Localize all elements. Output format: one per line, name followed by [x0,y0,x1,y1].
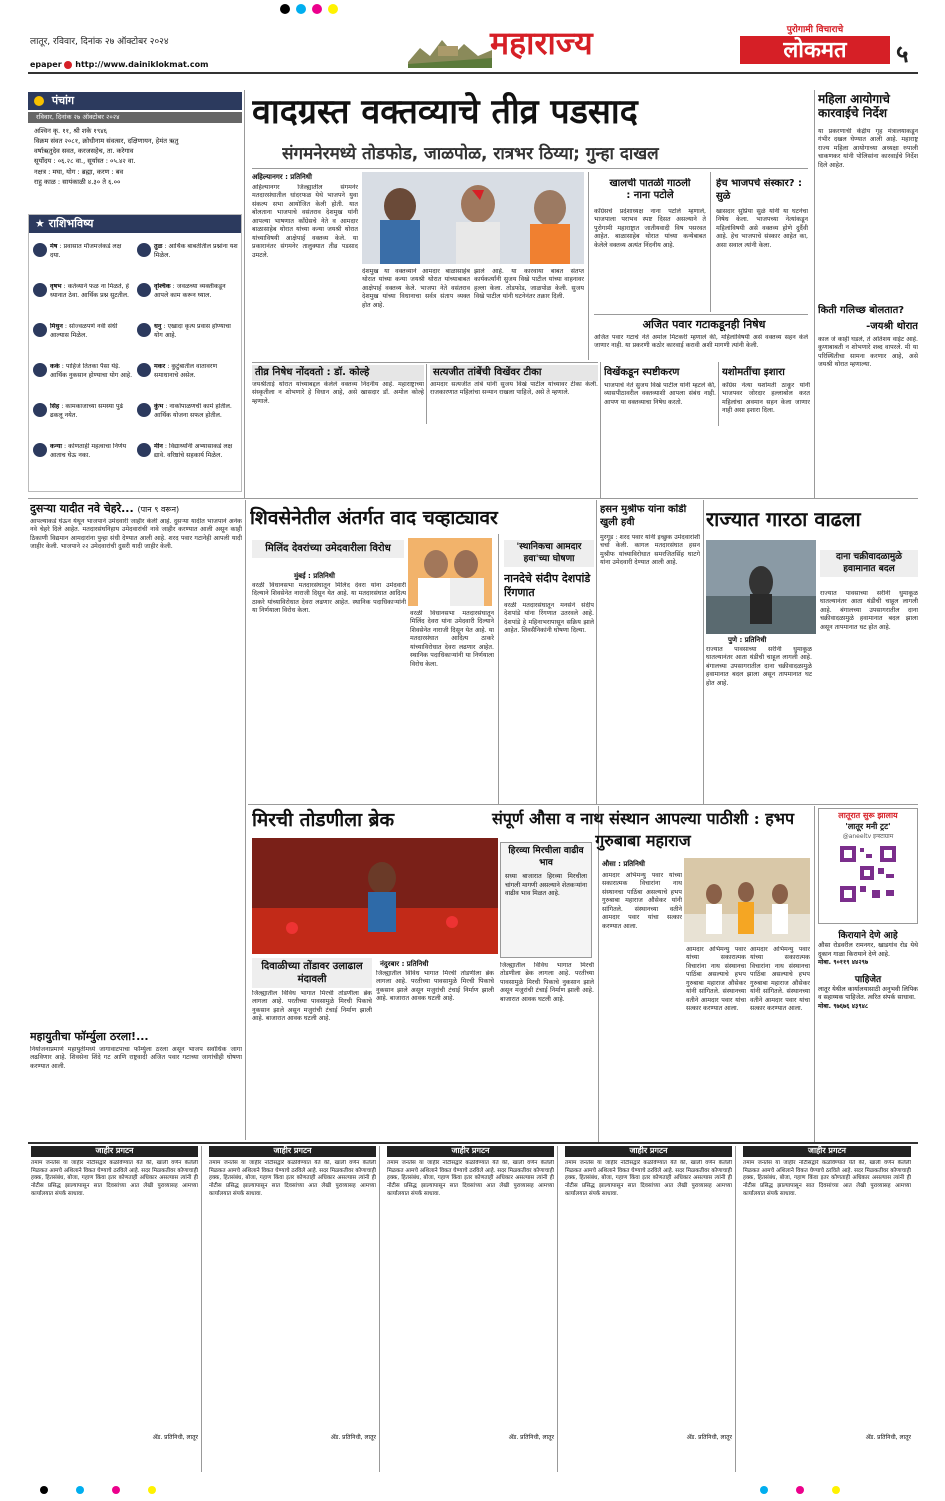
qr-code[interactable] [838,844,898,904]
bhajap-body: खासदार सुप्रिया सुळे यांनी या घटनेचा निषेध केला. भाजपच्या नेत्यांकडून महिलांविषयी असे वक्तव्य होणे दुर्दैवी आहे. हेच भाजपाचे संस्कार आहेत का, असा सवाल त्यांनी केला. [716,208,808,249]
aundha-dateline: औसा : प्रतिनिधी [602,860,645,868]
khalchi-headline [594,178,706,202]
notice-body: तमाम जनतेस या जाहीर नोटीसद्वारे कळविण्यात येते की, खाली वर्णन केलेली मिळकत आमचे अशिलाने विकत घेण्याचे ठरविले आहे. सदर मिळकतीवर कोणाचाही हक्क, हितसंबंध, बोजा, गहाण किंवा इतर कोणताही अधिकार असल्यास त्यांनी ही नोटीस प्रसिद्ध झाल्यापासून सात दिवसांच्या आत लेखी पुराव्यासह आमच्या कार्यालयात संपर्क साधावा. [387,1159,554,1198]
shivsena-body: वरळी विधानसभा मतदारसंघातून मिलिंद देवरा यांना उमेदवारी दिल्याने शिवसेनेत नाराजी दिसून येत आहे. या मतदारसंघात आदित्य ठाकरे यांच्याविरोधात देवरा लढणार आहेत. स्थानिक पदाधिकाऱ्यांनी या निर्णयाला विरोध केला. [252,582,406,615]
masthead-dateline: लातूर, रविवार, दिनांक २७ ऑक्टोबर २०२४ [30,37,169,47]
zodiac-icon [33,443,47,457]
garatha-sub: दाना चक्रीवादळामुळे हवामानात बदल [820,550,918,577]
classified-phone: मोबा. ९०११९ ४४२९७ [818,959,869,967]
panchang-line: नक्षत्र : मघा, योग : ब्रह्मा, करण : बव [34,167,124,176]
garatha-photo [706,540,816,634]
khalchi-body: कॉंग्रेसचे प्रदेशाध्यक्ष नाना पटोले म्हणाले, भाजपाला पराभव स्पष्ट दिसत असल्याने ते पुरोगामी महाराष्ट्रात जातीयवादी विष पसरवत आहेत. बाळासाहेब थोरात यांच्या कन्येबाबत केलेले वक्तव्य अत्यंत निंदनीय आहे. [594,208,706,249]
public-notice [562,1146,736,1472]
rashi-name: सिंह [50,403,60,410]
rashi-text: वृश्चिक : जवळच्या व्यक्तींकडून आपले काम करून घ्याल. [154,283,226,299]
notice-sign: अ‍ॅड. प्रतिनिधी, लातूर [865,1433,911,1441]
panchang-date: रविवार, दिनांक २७ ऑक्टोबर २०२४ [28,112,242,123]
sthanik-body: वरळी मतदारसंघातून मनसेने संदीप देशपांडे यांना रिंगणात उतरवले आहे. देशपांडे हे महिनाभरापासून सक्रिय झाले आहेत. शिवसैनिकांनी घोषणा दिल्या. [504,602,594,635]
zodiac-icon [33,243,47,257]
hasan-body: मुरगूड : शरद पवार यांनी इच्छुक उमेदवारांशी चर्चा केली. कागल मतदारसंघात हसन मुश्रीफ यांच्याविरोधात समरजितसिंह घाटगे यांना उमेदवारी देण्यात आली आहे. [600,534,700,567]
rashi-item [33,283,133,317]
panchang-lines [28,123,242,190]
rashi-text: कर्क : पाहिजे तितका पैसा येई. आर्थिक नुकसान होण्याचा योग आहे. [50,363,133,379]
aundha-body-2: आमदार अभिमन्यु पवार यांच्या सकारात्मक विचारांना नाथ संस्थानचा पाठिंबा असल्याचे हभप गुरुबाबा महाराज औसेकर यांनी सांगितले. संस्थानच्या वतीने आमदार पवार यांचा सत्कार करण्यात आला. [686,946,746,1013]
zodiac-icon [137,323,151,337]
bhajap-byline: : सुळे [716,178,802,202]
star-icon: ★ [35,217,49,230]
rashi-item [137,243,239,277]
bhajap-headline [716,178,808,203]
rashi-prediction: कोणताही महत्वाचा निर्णय आताच घेऊ नका. [50,443,127,459]
garatha-body-2: राज्यात पावसाच्या सरींनी धुमाकूळ घातल्यानंतर आता थंडीची चाहूल लागली आहे. बंगालच्या उपसागरातील दाना चक्रीवादळामुळे हवामानात बदल झाला असून तापमानात घट होत आहे. [820,590,918,631]
rashi-name: मेष [50,243,58,250]
rashi-item [137,443,239,477]
panchang-box [28,92,242,212]
dusrya-headline [30,502,242,517]
notice-title: जाहीर प्रगटन [209,1146,376,1157]
epaper-label: epaper [30,60,62,69]
rashi-prediction: जवळच्या व्यक्तींकडून आपले काम करून घ्याल. [154,283,226,299]
garatha-body: राज्यात पावसाच्या सरींनी धुमाकूळ घातल्यानंतर आता थंडीची चाहूल लागली आहे. बंगालच्या उपसागरातील दाना चक्रीवादळामुळे हवामानात बदल झाला असून तापमानात घट होत आहे. [706,646,812,687]
yashomati-body: कॉंग्रेस नेत्या यशोमती ठाकूर यांनी भाजपवर जोरदार हल्लाबोल करत महिलांचा अवमान सहन केला जाणार नाही असा इशारा दिला. [722,382,810,415]
rashi-prediction: नाकोपाळणची कामे होतील. आर्थिक योजना सफल होतील. [154,403,232,419]
aundha-body-3: आमदार अभिमन्यु पवार यांच्या सकारात्मक विचारांना नाथ संस्थानचा पाठिंबा असल्याचे हभप गुरुबाबा महाराज औसेकर यांनी सांगितले. संस्थानच्या वतीने आमदार पवार यांचा सत्कार करण्यात आला. [750,946,810,1013]
khalchi-headline-text: खालची पातळी गाठली [609,178,691,189]
notices-row [28,1146,918,1476]
brand-tag: पुरोगामी विचाराचे [786,25,844,35]
aundha-body: आमदार अभिमन्यु पवार यांच्या सकारात्मक विचारांना नाथ संस्थानचा पाठिंबा असल्याचे हभप गुरुबाबा महाराज औसेकर यांनी सांगितले. संस्थानच्या वतीने आमदार पवार यांचा सत्कार करण्यात आला. [602,872,682,930]
rashi-text: वृषभ : कर्तव्याने फळ ना मिळते, हे ध्यानात ठेवा. आर्थिक प्रश्न सुटतील. [50,283,130,299]
notice-sign: अ‍ॅड. प्रतिनिधी, लातूर [330,1433,376,1441]
notice-sign: अ‍ॅड. प्रतिनिधी, लातूर [152,1433,198,1441]
rashi-title-text: राशिभविष्य [48,217,94,230]
notice-body: तमाम जनतेस या जाहीर नोटीसद्वारे कळविण्यात येते की, खाली वर्णन केलेली मिळकत आमचे अशिलाने विकत घेण्याचे ठरविले आहे. सदर मिळकतीवर कोणाचाही हक्क, हितसंबंध, बोजा, गहाण किंवा इतर कोणताही अधिकार असल्यास त्यांनी ही नोटीस प्रसिद्ध झाल्यापासून सात दिवसांच्या आत लेखी पुराव्यासह आमच्या कार्यालयात संपर्क साधावा. [209,1159,376,1198]
shivsena-body-2: वरळी विधानसभा मतदारसंघातून मिलिंद देवरा यांना उमेदवारी दिल्याने शिवसेनेत नाराजी दिसून येत आहे. या मतदारसंघात आदित्य ठाकरे यांच्याविरोधात देवरा लढणार आहेत. स्थानिक पदाधिकाऱ्यांनी या निर्णयाला विरोध केला. [410,610,494,668]
qr-title: लातूरात सुरू झालाय [838,811,898,820]
panchang-line: सूर्योदय : ०६.२८ वा., सूर्यास्त : ०५.४२ वा. [34,157,136,166]
mirchi-sub: दिवाळीच्या तोंडावर उलाढाल मंदावली [252,958,372,988]
rashi-item [137,323,239,357]
public-notice [206,1146,380,1472]
rashi-item [33,323,133,357]
mirchi-dateline: नंदुरबार : प्रतिनिधी [380,960,429,968]
panchang-line: अश्विन कृ. ११, श्री शके १९४६ [34,126,108,135]
rashi-name: तुळ [154,243,163,250]
shivsena-headline: शिवसेनेतील अंतर्गत वाद चव्हाट्यावर [250,507,498,529]
qr-handle: @aneeltv इन्स्टाग्राम [842,832,894,840]
classified-title: पाहिजेत [854,974,882,985]
bhajap-headline-text: हेच भाजपचे संस्कार? [716,178,795,189]
quote-byline: -जयश्री थोरात [866,321,918,332]
mahayuti-body: नियोजनाप्रमाणे महायुतीमध्ये जागावाटपाचा फॉर्म्युला ठरला असून भाजप सर्वाधिक जागा लढविणार आहे. शिवसेना शिंदे गट आणि राष्ट्रवादी अजित पवार गटाच्या जागांचीही घोषणा करण्यात आली. [30,1046,242,1070]
kolhe-headline: तीव्र निषेध नोंदवतो : डॉ. कोल्हे [252,365,424,381]
zodiac-icon [137,283,151,297]
garatha-headline: राज्यात गारठा वाढला [706,507,861,531]
rashi-item [33,243,133,277]
quote-headline: किती गलिच्छ बोलतात? [818,305,905,316]
classified-phone: मोबा. ९७६७६ ४३९४८ [818,1002,869,1010]
dusrya-body: आपल्याकडे घेऊन येथून भाजपाने उमेदवारी जाहीर केली आहे. दुसऱ्या यादीत भाजपाने अनेक नवे चेहरे दिले आहेत. मतदारसंघनिहाय उमेदवारांची नावे जाहीर करण्यात आली असून काही ठिकाणी विद्यमान आमदारांना पुन्हा संधी देण्यात आली आहे. शरद पवार गटानेही आपली यादी जाहीर केली. भाजपाने २२ उमेदवारांची दुसरी यादी जाहीर केली. [30,518,242,551]
masthead-landscape [408,28,492,68]
zodiac-icon [33,363,47,377]
rashi-item [33,403,133,437]
notice-body: तमाम जनतेस या जाहीर नोटीसद्वारे कळविण्यात येते की, खाली वर्णन केलेली मिळकत आमचे अशिलाने विकत घेण्याचे ठरविले आहे. सदर मिळकतीवर कोणाचाही हक्क, हितसंबंध, बोजा, गहाण किंवा इतर कोणताही अधिकार असल्यास त्यांनी ही नोटीस प्रसिद्ध झाल्यापासून सात दिवसांच्या आत लेखी पुराव्यासह आमच्या कार्यालयात संपर्क साधावा. [31,1159,198,1198]
public-notice [384,1146,558,1472]
panchang-line: वर्षाऋतुदेव सवत, करजसहेच, ता. करेगाव [34,147,134,156]
mirchi-body-2: जिल्ह्यातील विविध भागात मिरची तोडणीला ब्रेक लागला आहे. परतीच्या पावसामुळे मिरची पिकाचे नुकसान झाले असून मजुरांची टंचाई निर्माण झाली आहे. बाजारात आवक घटली आहे. [252,990,372,1023]
khalchi-byline: : नाना पटोले [626,190,674,201]
mirchi-box-body: सध्या बाजारात हिरव्या मिरचीला चांगली मागणी असल्याने शेतकऱ्यांना वाढीव भाव मिळत आहे. [505,873,587,898]
classified-text: लातूर येथील कार्यालयासाठी अनुभवी लिपिक व सहाय्यक पाहिजेत. त्वरित संपर्क साधावा. [818,985,918,1002]
ajit-body: अजित पवार गटाचे नेते अमोल मिटकरी म्हणाले की, महिलांविषयी असे वक्तव्य सहन केले जाणार नाही. या प्रकरणी कठोर कारवाई करावी अशी मागणी त्यांनी केली. [594,334,808,350]
lead-body-col2: देशमुख या वक्तव्याने आमदार बाळासाहेब थोरात यांच्या कन्या जयश्री थोरात यांच्याबाबत आक्षेपार्ह वक्तव्य केले. भाजपा नेते वसंतराव देशमुख यांच्या विधानाचा सर्वत्र संताप व्यक्त होत आहे. [362,268,470,309]
rashi-text: मेष : प्रवासात मौजमजेकडे लक्ष दया. [50,243,122,259]
rashi-box [28,214,242,492]
sun-icon [34,96,44,106]
sthanik-sub: नानदेचे संदीप देशपांडे रिंगणात [504,572,591,599]
shivsena-sub: मिलिंद देवरांच्या उमेदवारीला विरोध [252,540,404,558]
notice-sign: अ‍ॅड. प्रतिनिधी, लातूर [686,1433,732,1441]
lead-headline: वादग्रस्त वक्तव्याचे तीव्र पडसाद [252,92,638,132]
vikhe-headline: विखेंकडून स्पष्टीकरण [604,367,680,378]
notice-body: तमाम जनतेस या जाहीर नोटीसद्वारे कळविण्यात येते की, खाली वर्णन केलेली मिळकत आमचे अशिलाने विकत घेण्याचे ठरविले आहे. सदर मिळकतीवर कोणाचाही हक्क, हितसंबंध, बोजा, गहाण किंवा इतर कोणताही अधिकार असल्यास त्यांनी ही नोटीस प्रसिद्ध झाल्यापासून सात दिवसांच्या आत लेखी पुराव्यासह आमच्या कार्यालयात संपर्क साधावा. [743,1159,911,1198]
section-title: महाराज्य [490,24,593,62]
rashi-item [33,443,133,477]
rashi-prediction: एखादा कृत्य प्रवास होण्याचा योग आहे. [154,323,231,339]
panchang-line: विक्रम संवत २०८१, क्रोधीनाम संवत्सर, दक्षिणायन, हेमंत ऋतु [34,136,179,145]
rashi-text: मकर : कुटुंबातील वातावरण समाधानाचे असेल. [154,363,218,379]
zodiac-icon [33,283,47,297]
dusrya-jump: (पान ९ वरून) [137,505,180,514]
notice-title: जाहीर प्रगटन [565,1146,732,1157]
panchang-title-text: पंचांग [51,94,75,107]
lead-body-col1: अहिल्यानगर जिल्ह्यातील संगमनेर मतदारसंघातील धांदरफळ येथे भाजपने युवा संकल्प सभा आयोजित केली होती. यात बोलताना भाजपाचे वसंतराव देशमुख यांनी आपल्या भाषणात कॉंग्रेसचे नेते व आमदार बाळासाहेब थोरात यांच्या कन्या जयश्री थोरात यांच्याविषयी आक्षेपार्ह वक्तव्य केले. या प्रकारानंतर संगमनेर तालुक्यात तीव्र पडसाद उमटले. [252,184,358,259]
classified-title: किरायाने देणे आहे [838,931,898,941]
rashi-name: कुंभ [154,403,164,410]
zodiac-icon [33,403,47,417]
lead-body-col3: झाले आहे. या कारवाया बाबत संतप्त कार्यकर्त्यांनी सुजय विखे पाटील यांच्या वाहनावर हल्ला केला. तोडफोड, जाळपोळ केली. सुजय विखे पाटील यांनी घटनेनंतर तक्रार दिली. [474,268,584,301]
rashi-name: धनु [154,323,162,330]
dusrya-headline-text: दुसऱ्या यादीत नवे चेहरे... [30,502,134,515]
ajit-headline: अजित पवार गटाकडूनही निषेध [642,318,766,331]
quote-body: काल जे काही घडले, ते अतिशय वाईट आहे. कुणाबाबती न शोभणारे शब्द वापरले. मी या परिस्थितीचा सामना करणार आहे, असे जयश्री थोरात म्हणाल्या. [818,336,918,369]
lead-photo [362,172,584,264]
rashi-right-column [137,243,239,483]
public-notice [740,1146,914,1472]
rashi-name: कर्क [50,363,60,370]
notice-title: जाहीर प्रगटन [387,1146,554,1157]
classified-ad [818,930,918,968]
aundha-headline: संपूर्ण औसा व नाथ संस्थान आपल्या पाठीशी : हभप गुरुबाबा महाराज [491,809,795,850]
rashi-prediction: कुटुंबातील वातावरण समाधानाचे असेल. [154,363,218,379]
rashi-text: सिंह : कामकाजाच्या समस्या पुढे ढकलू नयेत. [50,403,124,419]
classified-ad [818,974,918,1012]
qr-subtitle: 'लातूर मनी ट्रट' [845,821,891,831]
rashi-name: वृश्चिक [154,283,171,290]
mahila-headline: महिला आयोगाचे कारवाईचे निर्देश [818,92,890,121]
zodiac-icon [137,243,151,257]
zodiac-icon [33,323,47,337]
rashi-text: मीन : विद्यार्थ्यांनी अभ्यासाकडे लक्ष द्यावे. वरिष्ठांचे सहकार्य मिळेल. [154,443,233,459]
rashi-item [137,283,239,317]
kolhe-body: जयश्रीताई थोरात यांच्याबद्दल केलेले वक्तव्य निंदनीय आहे. महाराष्ट्राच्या संस्कृतीला न शोभणारे हे विधान आहे, असे खासदार डॉ. अमोल कोल्हे म्हणाले. [252,381,424,405]
rashi-prediction: कर्तव्याने फळ ना मिळते, हे ध्यानात ठेवा. आर्थिक प्रश्न सुटतील. [50,283,130,299]
lead-dateline: अहिल्यानगर : प्रतिनिधी [252,173,312,181]
mahayuti-headline: महायुतीचा फॉर्म्युला ठरला!... [30,1030,149,1043]
garatha-dateline: पुणे : प्रतिनिधी [728,636,767,644]
notice-sign: अ‍ॅड. प्रतिनिधी, लातूर [508,1433,554,1441]
brand-logo: लोकमत [740,36,890,64]
mirchi-body: जिल्ह्यातील विविध भागात मिरची तोडणीला ब्रेक लागला आहे. परतीच्या पावसामुळे मिरची पिकाचे नुकसान झाले असून मजुरांची टंचाई निर्माण झाली आहे. बाजारात आवक घटली आहे. [376,970,494,1003]
zodiac-icon [137,403,151,417]
satyajeet-body: आमदार सत्यजीत तांबे यांनी सुजय विखे पाटील यांच्यावर टीका केली. राजकारणात महिलांचा सन्मान राखला पाहिजे, असे ते म्हणाले. [430,381,598,397]
rashi-prediction: विद्यार्थ्यांनी अभ्यासाकडे लक्ष द्यावे. वरिष्ठांचे सहकार्य मिळेल. [154,443,233,459]
rashi-prediction: पाहिजे तितका पैसा येई. आर्थिक नुकसान होण्याचा योग आहे. [50,363,133,379]
page-number: ५ [896,40,909,68]
mirchi-body-3: जिल्ह्यातील विविध भागात मिरची तोडणीला ब्रेक लागला आहे. परतीच्या पावसामुळे मिरची पिकाचे नुकसान झाले असून मजुरांची टंचाई निर्माण झाली आहे. बाजारात आवक घटली आहे. [500,962,594,1003]
rashi-text: तुळ : आर्थिक बाबतीतील प्रश्नांना यश मिळेल. [154,243,238,259]
rashi-title [29,215,241,233]
notice-body: तमाम जनतेस या जाहीर नोटीसद्वारे कळविण्यात येते की, खाली वर्णन केलेली मिळकत आमचे अशिलाने विकत घेण्याचे ठरविले आहे. सदर मिळकतीवर कोणाचाही हक्क, हितसंबंध, बोजा, गहाण किंवा इतर कोणताही अधिकार असल्यास त्यांनी ही नोटीस प्रसिद्ध झाल्यापासून सात दिवसांच्या आत लेखी पुराव्यासह आमच्या कार्यालयात संपर्क साधावा. [565,1159,732,1198]
rashi-prediction: आर्थिक बाबतीतील प्रश्नांना यश मिळेल. [154,243,238,259]
globe-icon [64,61,72,69]
shivsena-photo [408,538,492,606]
yashomati-headline: यशोमतींचा इशारा [722,367,785,378]
rashi-name: वृषभ [50,283,62,290]
rashi-text: धनु : एखादा कृत्य प्रवास होण्याचा योग आहे. [154,323,231,339]
panchang-title [28,92,242,110]
zodiac-icon [137,443,151,457]
rashi-name: मकर [154,363,166,370]
brand-block [740,24,890,70]
mirchi-box [500,842,592,958]
rashi-prediction: प्रवासात मौजमजेकडे लक्ष दया. [50,243,122,259]
rashi-item [33,363,133,397]
mirchi-photo [252,838,498,954]
classifieds-column [818,930,918,1140]
epaper-line [30,60,208,71]
rashi-prediction: कामकाजाच्या समस्या पुढे ढकलू नयेत. [50,403,124,419]
rashi-item [137,363,239,397]
classified-text: औसा रोडवरील रामनगर, खाडगांव रोड येथे दुकान गाळा किरायाने देणे आहे. [818,942,918,958]
notice-title: जाहीर प्रगटन [31,1146,198,1157]
rashi-text: कुंभ : नाकोपाळणची कामे होतील. आर्थिक योजना सफल होतील. [154,403,232,419]
public-notice [28,1146,202,1472]
mirchi-headline: मिरची तोडणीला ब्रेक [252,809,395,831]
shivsena-dateline: मुंबई : प्रतिनिधी [294,572,335,580]
panchang-line: राहु काळ : सायंकाळी ४.३० ते ६.०० [34,177,121,186]
rashi-text: मिथुन : सोज्वळपणे नवी संधी आल्यास मिळेल. [50,323,118,339]
rashi-item [137,403,239,437]
aundha-photo [684,858,810,942]
rashi-name: कन्या [50,443,62,450]
sthanik-headline: 'स्थानिकचा आमदार हवा'च्या घोषणा [504,540,594,567]
rashi-prediction: सोज्वळपणे नवी संधी आल्यास मिळेल. [50,323,118,339]
rashi-left-column [33,243,133,483]
mirchi-box-title: हिरव्या मिरचीला वाढीव भाव [508,846,584,869]
rashi-name: मिथुन [50,323,63,330]
rashi-text: कन्या : कोणताही महत्वाचा निर्णय आताच घेऊ नका. [50,443,127,459]
zodiac-icon [137,363,151,377]
lead-subhead: संगमनेरमध्ये तोडफोड, जाळपोळ, रात्रभर ठिय्या; गुन्हा दाखल [282,144,659,164]
qr-box [818,808,918,924]
satyajeet-headline: सत्यजीत तांबेंची विखेंवर टीका [430,365,598,381]
epaper-url[interactable]: http://www.dainiklokmat.com [75,60,209,69]
hasan-headline: हसन मुश्रीफ यांना कोंडी खुली हवी [600,504,687,528]
vikhe-body: भाजपाचे नेते सुजय विखे पाटील यांनी म्हटले की, व्यासपीठावरील वक्तव्याशी आपला संबंध नाही. आपण या वक्तव्याचा निषेध करतो. [604,382,716,406]
notice-title: जाहीर प्रगटन [743,1146,911,1157]
rashi-name: मीन [154,443,163,450]
mahila-body: या प्रकरणाची केंद्रीय गृह मंत्रालयाकडून गंभीर दखल घेण्यात आली आहे. महाराष्ट्र राज्य महिला आयोगाच्या अध्यक्षा रुपाली चाकणकर यांनी पोलिसांना कारवाईचे निर्देश दिले आहेत. [818,128,918,169]
